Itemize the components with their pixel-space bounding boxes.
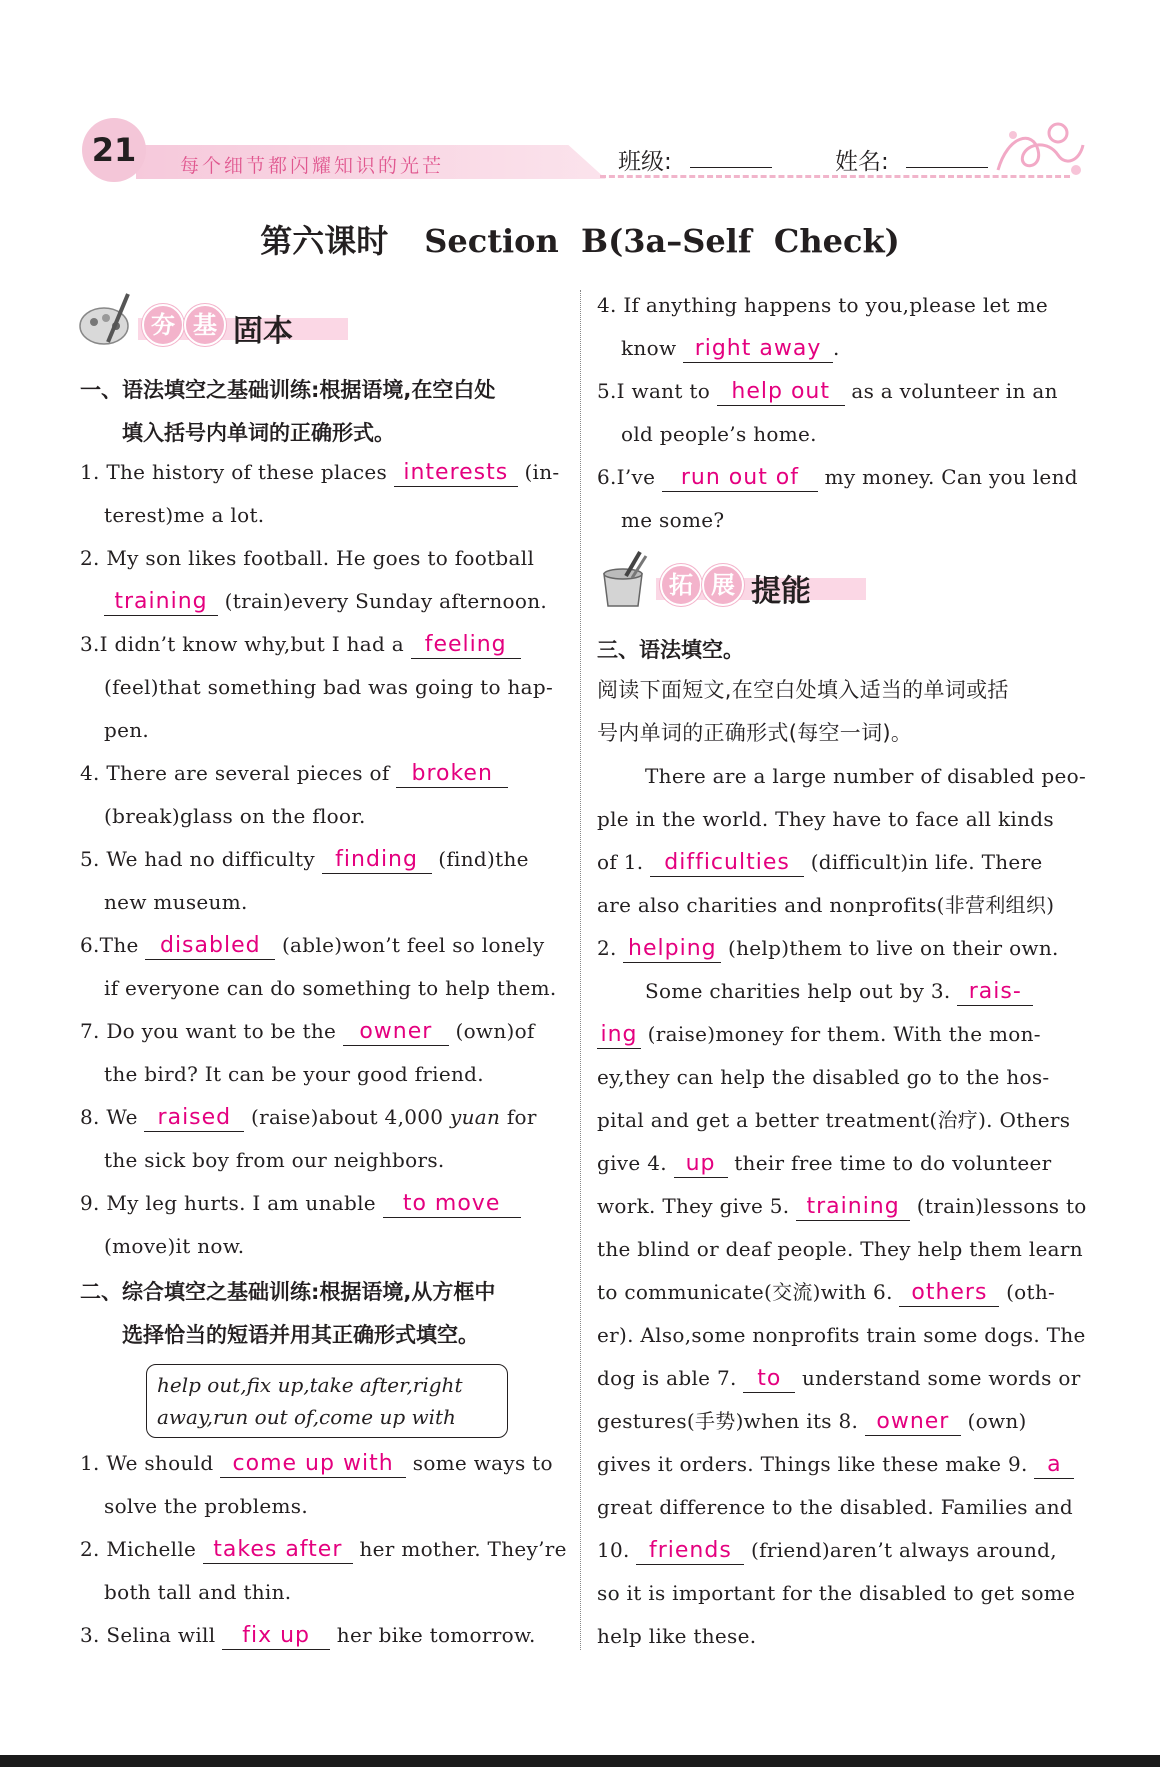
passage-blank-9[interactable]: a <box>1034 1452 1074 1479</box>
passage-line-2: ple in the world. They have to face all kinds <box>597 807 1054 831</box>
class-blank[interactable] <box>690 167 772 168</box>
lesson-label: 第六课时 <box>260 222 389 260</box>
part3-heading: 三、语法填空。 <box>597 638 744 662</box>
passage-line-15: dog is able 7. to understand some words or <box>597 1366 1081 1391</box>
part2-answer-blank-2[interactable]: takes after <box>203 1537 353 1564</box>
part2-question-2: 2. Michelle takes after her mother. They’re <box>80 1537 567 1562</box>
answer-blank-2[interactable]: training <box>104 589 218 616</box>
page-header <box>80 115 1090 185</box>
question-2-cont: training (train)every Sunday afternoon. <box>104 588 547 616</box>
part2-heading: 二、综合填空之基础训练:根据语境,从方框中 <box>80 1280 496 1304</box>
column-divider <box>580 290 581 1650</box>
passage-line-13: to communicate(交流)with 6. others (oth- <box>597 1280 1056 1305</box>
word-box-line-1: help out,fix up,take after,right <box>157 1373 463 1397</box>
question-3: 3.I didn’t know why,but I had a feeling <box>80 631 521 659</box>
passage-blank-10[interactable]: friends <box>636 1538 744 1565</box>
passage-line-14: er). Also,some nonprofits train some dogs. The <box>597 1323 1086 1347</box>
part2-question-5: 5.I want to help out as a volunteer in an <box>597 379 1058 404</box>
question-5: 5. We had no difficulty finding (find)the <box>80 847 529 872</box>
badge-label: 固本 <box>233 314 293 349</box>
passage-line-20: so it is important for the disabled to get some <box>597 1581 1076 1605</box>
passage-blank-1[interactable]: difficulties <box>650 850 804 877</box>
part2-heading-cont: 选择恰当的短语并用其正确形式填空。 <box>122 1323 479 1347</box>
badge-char-1: 夯 <box>142 304 184 346</box>
class-label: 班级: <box>618 149 672 175</box>
passage-line-4: are also charities and nonprofits(非营利组织) <box>597 893 1055 917</box>
part2-question-6: 6.I’ve run out of my money. Can you lend <box>597 465 1078 490</box>
part2-answer-blank-5[interactable]: help out <box>717 379 845 406</box>
part3-instructions: 阅读下面短文,在空白处填入适当的单词或括 <box>597 678 1009 702</box>
section-badge-extension <box>596 550 836 610</box>
slogan-text: 每个细节都闪耀知识的光芒 <box>180 155 445 177</box>
page-number: 21 <box>82 118 146 182</box>
passage-line-10: give 4. up their free time to do volunteer <box>597 1151 1052 1176</box>
passage-blank-6[interactable]: others <box>899 1280 999 1307</box>
question-3-cont2: pen. <box>104 718 150 742</box>
part1-heading-cont: 填入括号内单词的正确形式。 <box>122 421 395 445</box>
part2-answer-blank-4[interactable]: right away <box>683 336 833 363</box>
question-1-cont: terest)me a lot. <box>104 503 265 527</box>
passage-line-19: 10. friends (friend)aren’t always around, <box>597 1538 1057 1563</box>
answer-blank-1[interactable]: interests <box>394 460 518 487</box>
part2-question-6-cont: me some? <box>621 508 725 532</box>
section-title: Section B(3a–Self Check) <box>424 222 900 260</box>
answer-blank-8[interactable]: raised <box>144 1105 244 1132</box>
floral-ornament-icon <box>988 115 1088 185</box>
question-5-cont: new museum. <box>104 890 248 914</box>
part2-answer-blank-3[interactable]: fix up <box>222 1623 330 1650</box>
question-8-cont: the sick boy from our neighbors. <box>104 1148 445 1172</box>
passage-line-11: work. They give 5. training (train)lessons to <box>597 1194 1087 1219</box>
passage-line-3: of 1. difficulties (difficult)in life. There <box>597 850 1043 875</box>
badge-label: 提能 <box>751 574 811 609</box>
bottom-edge-bar <box>0 1755 1160 1767</box>
part3-instructions-cont: 号内单词的正确形式(每空一词)。 <box>597 721 913 745</box>
passage-blank-3-cont[interactable]: ing <box>597 1022 641 1049</box>
part2-question-4-cont: know right away . <box>621 336 840 361</box>
phrase-word-box <box>146 1364 508 1438</box>
passage-line-1: There are a large number of disabled peo- <box>645 764 1087 788</box>
passage-line-17: gives it orders. Things like these make 9. a <box>597 1451 1074 1479</box>
part2-answer-blank-1[interactable]: come up with <box>220 1451 406 1478</box>
part2-question-5-cont: old people’s home. <box>621 422 817 446</box>
passage-line-16: gestures(手势)when its 8. owner (own) <box>597 1409 1027 1434</box>
part2-question-3: 3. Selina will fix up her bike tomorrow. <box>80 1623 536 1648</box>
answer-blank-9[interactable]: to move <box>383 1191 521 1218</box>
question-4: 4. There are several pieces of broken <box>80 760 508 788</box>
part2-question-1-cont: solve the problems. <box>104 1494 309 1518</box>
question-8: 8. We raised (raise)about 4,000 yuan for <box>80 1105 537 1130</box>
part2-question-2-cont: both tall and thin. <box>104 1580 292 1604</box>
passage-blank-8[interactable]: owner <box>865 1409 961 1436</box>
part1-heading: 一、语法填空之基础训练:根据语境,在空白处 <box>80 378 496 402</box>
question-1: 1. The history of these places interests (in- <box>80 460 560 485</box>
passage-line-6: Some charities help out by 3. rais- <box>645 978 1033 1006</box>
question-4-cont: (break)glass on the floor. <box>104 804 366 828</box>
answer-blank-6[interactable]: disabled <box>145 933 275 960</box>
question-9: 9. My leg hurts. I am unable to move <box>80 1190 521 1218</box>
question-3-cont: (feel)that something bad was going to hap- <box>104 675 554 699</box>
answer-blank-3[interactable]: feeling <box>411 632 521 659</box>
page-title <box>0 216 1160 262</box>
question-9-cont: (move)it now. <box>104 1234 245 1258</box>
word-box-line-2: away,run out of,come up with <box>157 1405 456 1429</box>
question-6: 6.The disabled (able)won’t feel so lonely <box>80 933 545 958</box>
passage-line-8: ey,they can help the disabled go to the hos- <box>597 1065 1050 1089</box>
passage-line-21: help like these. <box>597 1624 757 1648</box>
badge-char-2: 基 <box>184 304 226 346</box>
paint-palette-icon <box>78 290 136 350</box>
question-7-cont: the bird? It can be your good friend. <box>104 1062 484 1086</box>
badge-char-1: 拓 <box>660 564 702 606</box>
answer-blank-7[interactable]: owner <box>343 1019 449 1046</box>
name-label: 姓名: <box>835 149 889 175</box>
paint-bucket-icon <box>596 550 654 610</box>
section-badge-basics <box>78 290 318 350</box>
name-blank[interactable] <box>906 167 988 168</box>
passage-line-12: the blind or deaf people. They help them learn <box>597 1237 1083 1261</box>
passage-blank-4[interactable]: up <box>674 1151 728 1178</box>
question-2: 2. My son likes football. He goes to football <box>80 546 535 570</box>
answer-blank-4[interactable]: broken <box>396 761 508 788</box>
part2-question-1: 1. We should come up with some ways to <box>80 1451 553 1476</box>
passage-blank-7[interactable]: to <box>743 1366 795 1393</box>
passage-blank-3[interactable]: rais- <box>957 979 1033 1006</box>
passage-line-7: ing (raise)money for them. With the mon- <box>597 1021 1041 1049</box>
badge-char-2: 展 <box>702 564 744 606</box>
passage-blank-2[interactable]: helping <box>623 936 721 963</box>
passage-line-9: pital and get a better treatment(治疗). Others <box>597 1108 1071 1132</box>
passage-line-5: 2. helping (help)them to live on their own. <box>597 936 1059 961</box>
passage-line-18: great difference to the disabled. Families and <box>597 1495 1073 1519</box>
question-6-cont: if everyone can do something to help them. <box>104 976 557 1000</box>
answer-blank-5[interactable]: finding <box>322 847 432 874</box>
passage-blank-5[interactable]: training <box>796 1194 910 1221</box>
part2-question-4: 4. If anything happens to you,please let me <box>597 293 1049 317</box>
part2-answer-blank-6[interactable]: run out of <box>662 465 818 492</box>
question-7: 7. Do you want to be the owner (own)of <box>80 1019 535 1044</box>
